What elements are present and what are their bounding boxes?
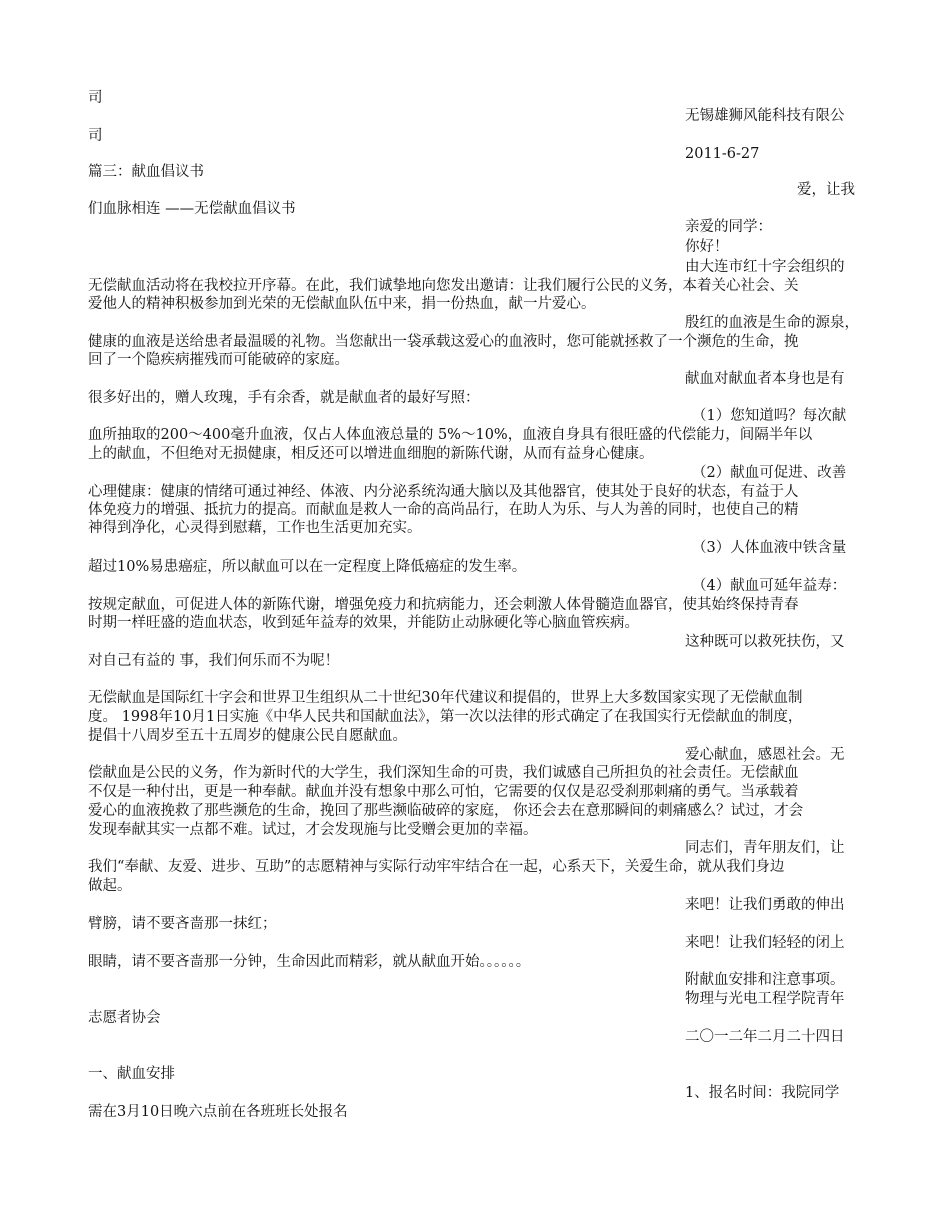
text-line: 无偿献血是国际红十字会和世界卫生组织从二十世纪30年代建议和提倡的，世界上大多数国家实现了无偿献血制 bbox=[88, 690, 803, 706]
text-line: 臂膀，请不要吝啬那一抹红； bbox=[88, 916, 277, 932]
text-line: 献血对献血者本身也是有 bbox=[685, 371, 845, 387]
text-line: 不仅是一种付出，更是一种奉献。献血并没有想象中那么可怕，它需要的仅仅是忍受刹那刺痛的勇气。当承载着 bbox=[88, 784, 799, 800]
text-line: 爱，让我 bbox=[797, 182, 855, 198]
signature-org: 志愿者协会 bbox=[88, 1010, 161, 1026]
text-line: 我们“奉献、友爱、进步、互助”的志愿精神与实际行动牢牢结合在一起，心系天下，关爱生命，就从我们身边 bbox=[88, 859, 785, 875]
list-item: （4）献血可延年益寿： bbox=[692, 578, 847, 594]
greeting: 你好！ bbox=[685, 239, 729, 255]
text-line: 1、报名时间：我院同学 bbox=[685, 1085, 840, 1101]
salutation: 亲爱的同学： bbox=[685, 219, 772, 235]
text-line: 按规定献血，可促进人体的新陈代谢，增强免疫力和抗病能力，还会刺激人体骨髓造血器官，使其始终保持青春 bbox=[88, 597, 799, 613]
text-line: 健康的血液是送给患者最温暖的礼物。当您献出一袋承载这爱心的血液时，您可能就拯救了一个濒危的生命，挽 bbox=[88, 334, 799, 350]
text-line: 这种既可以救死扶伤，又 bbox=[685, 634, 845, 650]
text-line: 眼睛，请不要吝啬那一分钟，生命因此而精彩，就从献血开始。。。。。。 bbox=[88, 954, 531, 970]
text-line: 神得到净化，心灵得到慰藉，工作也生活更加充实。 bbox=[88, 520, 422, 536]
text-line: 做起。 bbox=[88, 878, 132, 894]
text-line: 偿献血是公民的义务，作为新时代的大学生，我们深知生命的可贵，我们诚感自己所担负的社会责任。无偿献血 bbox=[88, 765, 799, 781]
text-line: 无偿献血活动将在我校拉开序幕。在此，我们诚挚地向您发出邀请：让我们履行公民的义务，本着关心社会、关 bbox=[88, 278, 799, 294]
text-line: 发现奉献其实一点都不难。试过，才会发现施与比受赠会更加的幸福。 bbox=[88, 822, 538, 838]
text-line: 殷红的血液是生命的源泉， bbox=[685, 315, 859, 331]
text-line: 超过10%易患癌症，所以献血可以在一定程度上降低癌症的发生率。 bbox=[88, 559, 527, 575]
text-line: 心理健康：健康的情绪可通过神经、体液、内分泌系统沟通大脑以及其他器官，使其处于良好的状态，有益于人 bbox=[88, 484, 799, 500]
text-line: 时期一样旺盛的造血状态，收到延年益寿的效果，并能防止动脉硬化等心脑血管疾病。 bbox=[88, 615, 639, 631]
signature-date: 二〇一二年二月二十四日 bbox=[685, 1029, 845, 1045]
text-line: 由大连市红十字会组织的 bbox=[685, 259, 845, 275]
text-line: 爱心献血，感恩社会。无 bbox=[685, 747, 845, 763]
text-line: 需在3月10日晚六点前在各班班长处报名 bbox=[88, 1104, 348, 1120]
text-line: 对自己有益的 事，我们何乐而不为呢！ bbox=[88, 653, 340, 669]
section-heading: 篇三：献血倡议书 bbox=[88, 164, 204, 180]
list-item: （1）您知道吗？每次献 bbox=[692, 408, 847, 424]
text-line: 度。 1998年10月1日实施《中华人民共和国献血法》，第一次以法律的形式确定了在我国实行无偿献血的制度， bbox=[88, 709, 803, 725]
signature-org: 物理与光电工程学院青年 bbox=[685, 991, 845, 1007]
text-line: 司 bbox=[88, 90, 103, 106]
text-line: 来吧！让我们勇敢的伸出 bbox=[685, 897, 845, 913]
text-line: 回了一个隐疾病摧残而可能破碎的家庭。 bbox=[88, 352, 349, 368]
section-heading: 一、献血安排 bbox=[88, 1066, 175, 1082]
text-line: 体免疫力的增强、抵抗力的提高。而献血是救人一命的高尚品行，在助人为乐、与人为善的同时，也使自己的精 bbox=[88, 502, 799, 518]
text-line: 很多好出的，赠人玫瑰，手有余香，就是献血者的最好写照： bbox=[88, 390, 480, 406]
text-line: 爱心的血液挽救了那些濒危的生命，挽回了那些濒临破碎的家庭， 你还会去在意那瞬间的刺痛感么？试过，才会 bbox=[88, 803, 804, 819]
date-line: 2011-6-27 bbox=[685, 146, 760, 162]
text-line: 血所抽取的200～400毫升血液，仅占人体血液总量的 5%～10%，血液自身具有很旺盛的代偿能力，间隔半年以 bbox=[88, 427, 813, 443]
text-line: 上的献血，不但绝对无损健康，相反还可以增进血细胞的新陈代谢，从而有益身心健康。 bbox=[88, 446, 654, 462]
proposal-title: 们血脉相连 ——无偿献血倡议书 bbox=[88, 201, 296, 217]
text-line: 来吧！让我们轻轻的闭上 bbox=[685, 935, 845, 951]
text-line: 爱他人的精神积极参加到光荣的无偿献血队伍中来，捐一份热血，献一片爱心。 bbox=[88, 296, 596, 312]
text-line: 附献血安排和注意事项。 bbox=[685, 972, 845, 988]
list-item: （2）献血可促进、改善 bbox=[692, 465, 847, 481]
text-line: 同志们，青年朋友们，让 bbox=[685, 840, 845, 856]
company-name: 无锡雄狮风能科技有限公 bbox=[685, 108, 845, 124]
list-item: （3）人体血液中铁含量 bbox=[692, 540, 847, 556]
text-line: 司 bbox=[88, 128, 103, 144]
text-line: 提倡十八周岁至五十五周岁的健康公民自愿献血。 bbox=[88, 728, 407, 744]
